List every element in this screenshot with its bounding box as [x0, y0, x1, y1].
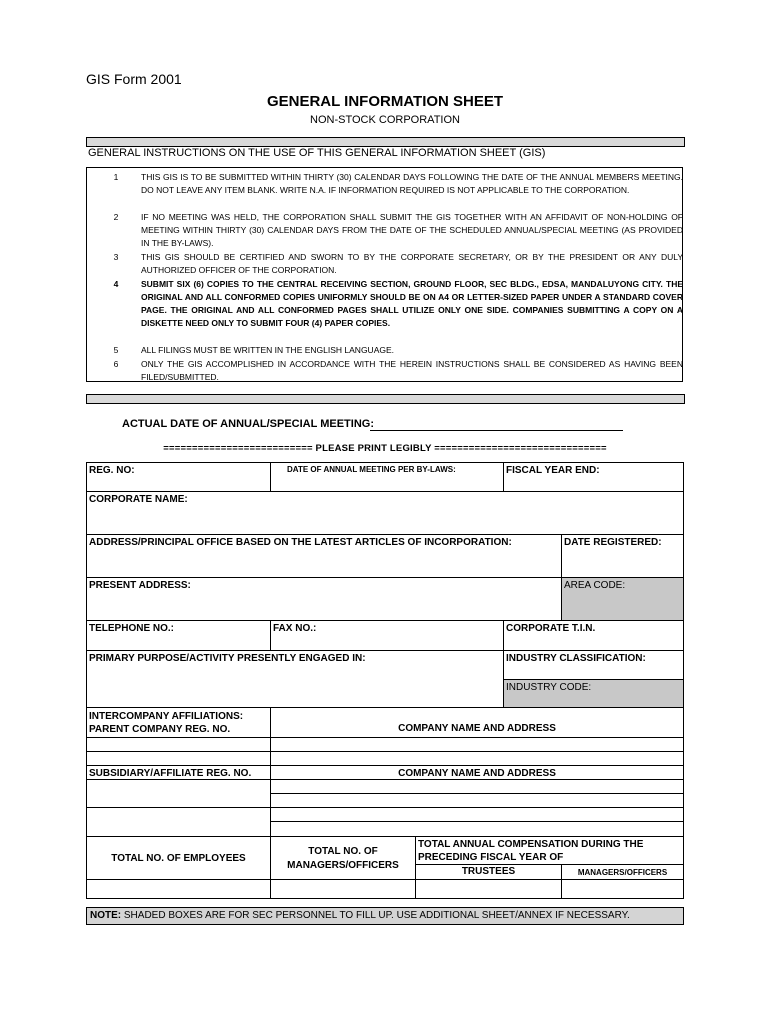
parent-name-row-1[interactable]	[270, 737, 684, 752]
instruction-number: 2	[113, 212, 119, 222]
parent-reg-label: PARENT COMPANY REG. NO.	[89, 724, 231, 735]
fax-field[interactable]: FAX NO.:	[270, 620, 504, 651]
total-comp-line1: TOTAL ANNUAL COMPENSATION DURING THE	[418, 839, 644, 850]
subsidiary-name-row-1[interactable]	[270, 779, 684, 794]
parent-name-row-2[interactable]	[270, 751, 684, 766]
instruction-text: ALL FILINGS MUST BE WRITTEN IN THE ENGLISH LANGUAGE.	[141, 345, 395, 355]
primary-purpose-field[interactable]: PRIMARY PURPOSE/ACTIVITY PRESENTLY ENGAGED IN:	[86, 650, 504, 708]
intercompany-header	[86, 707, 271, 738]
trustees-header: TRUSTEES	[415, 864, 562, 880]
total-managers-line1: TOTAL NO. OF	[308, 846, 378, 857]
print-legibly-banner: ========================== PLEASE PRINT LEGIBLY ==============================	[163, 443, 607, 454]
total-comp-line2: PRECEDING FISCAL YEAR OF	[418, 852, 564, 863]
total-managers-header	[270, 836, 416, 880]
page-subtitle: NON-STOCK CORPORATION	[310, 114, 460, 126]
corporate-name-field[interactable]: CORPORATE NAME:	[86, 491, 684, 535]
subsidiary-name-row-3[interactable]	[270, 807, 684, 822]
address-principal-field[interactable]: ADDRESS/PRINCIPAL OFFICE BASED ON THE LATEST ARTICLES OF INCORPORATION:	[86, 534, 562, 578]
instructions-box	[86, 167, 683, 382]
total-managers-line2: MANAGERS/OFFICERS	[287, 860, 399, 871]
instructions-title: GENERAL INSTRUCTIONS ON THE USE OF THIS GENERAL INFORMATION SHEET (GIS)	[88, 147, 546, 159]
industry-code-field: INDUSTRY CODE:	[503, 679, 684, 708]
instructions-divider	[86, 394, 685, 404]
managers-officers-header: MANAGERS/OFFICERS	[561, 864, 684, 880]
meeting-date-label: ACTUAL DATE OF ANNUAL/SPECIAL MEETING:	[122, 418, 374, 430]
note-text: SHADED BOXES ARE FOR SEC PERSONNEL TO FILL UP. USE ADDITIONAL SHEET/ANNEX IF NECESSARY.	[121, 910, 630, 921]
instruction-text: THIS GIS SHOULD BE CERTIFIED AND SWORN TO BY THE CORPORATE SECRETARY, OR BY THE PRESIDENT OR ANY DULY AUTHORIZED OFFICER OF THE CORPORATION.	[141, 252, 683, 275]
meeting-date-field[interactable]	[370, 430, 623, 431]
instruction-number: 5	[113, 345, 119, 355]
header-divider	[86, 137, 685, 147]
intercompany-label: INTERCOMPANY AFFILIATIONS:	[89, 711, 244, 722]
instruction-text: THIS GIS IS TO BE SUBMITTED WITHIN THIRTY (30) CALENDAR DAYS FOLLOWING THE DATE OF THE ANNUAL MEMBERS MEETING. DO NOT LEAVE ANY ITEM BLANK. WRITE N.A. IF INFORMATION REQUIRED IS NOT APPLICABLE TO THE CORPORATION.	[141, 172, 683, 195]
area-code-field: AREA CODE:	[561, 577, 684, 621]
total-employees-value[interactable]	[86, 879, 271, 899]
subsidiary-name-row-4[interactable]	[270, 821, 684, 837]
form-label: GIS Form 2001	[86, 71, 182, 87]
trustees-value[interactable]	[415, 879, 562, 899]
date-meeting-bylaws-field[interactable]: DATE OF ANNUAL MEETING PER BY-LAWS:	[270, 462, 504, 492]
note-label: NOTE:	[90, 910, 122, 921]
total-compensation-header	[415, 836, 684, 865]
subsidiary-reg-row-1[interactable]	[86, 779, 271, 808]
date-registered-field[interactable]: DATE REGISTERED:	[561, 534, 684, 578]
note-bar	[86, 907, 684, 925]
corporate-tin-field[interactable]: CORPORATE T.I.N.	[503, 620, 684, 651]
instruction-number: 3	[113, 252, 119, 262]
parent-company-name-header: COMPANY NAME AND ADDRESS	[270, 707, 684, 738]
fiscal-year-end-field[interactable]: FISCAL YEAR END:	[503, 462, 684, 492]
instruction-text: ONLY THE GIS ACCOMPLISHED IN ACCORDANCE WITH THE HEREIN INSTRUCTIONS SHALL BE CONSIDERED AS HAVING BEEN FILED/SUBMITTED.	[141, 359, 683, 382]
industry-classification-field[interactable]: INDUSTRY CLASSIFICATION:	[503, 650, 684, 680]
total-managers-value[interactable]	[270, 879, 416, 899]
instruction-number: 1	[113, 172, 119, 182]
parent-reg-row-2[interactable]	[86, 751, 271, 766]
present-address-field[interactable]: PRESENT ADDRESS:	[86, 577, 562, 621]
subsidiary-reg-header: SUBSIDIARY/AFFILIATE REG. NO.	[86, 765, 271, 780]
instruction-number: 6	[113, 359, 119, 369]
telephone-field[interactable]: TELEPHONE NO.:	[86, 620, 271, 651]
subsidiary-name-row-2[interactable]	[270, 793, 684, 808]
managers-officers-value[interactable]	[561, 879, 684, 899]
reg-no-field[interactable]: REG. NO:	[86, 462, 271, 492]
instruction-text: SUBMIT SIX (6) COPIES TO THE CENTRAL RECEIVING SECTION, GROUND FLOOR, SEC BLDG., EDSA, MANDALUYONG CITY. THE ORIGINAL AND ALL CONFORMED COPIES UNIFORMLY SHOULD BE ON A4 OR LETTER-SIZED PAPER UNDER A STANDARD COVER PAGE. THE ORIGINAL AND ALL CONFORMED PAGES SHALL UTILIZE ONLY ONE SIDE. COMPANIES SUBMITTING A COPY ON A DISKETTE NEED ONLY TO SUBMIT FOUR (4) PAPER COPIES.	[141, 279, 683, 328]
parent-reg-row-1[interactable]	[86, 737, 271, 752]
instruction-text: IF NO MEETING WAS HELD, THE CORPORATION SHALL SUBMIT THE GIS TOGETHER WITH AN AFFIDAVIT OF NON-HOLDING OF MEETING WITHIN THIRTY (30) CALENDAR DAYS FROM THE DATE OF THE SCHEDULED ANNUAL/SPECIAL MEETING (AS PROVIDED IN THE BY-LAWS).	[141, 212, 683, 248]
subsidiary-reg-row-2[interactable]	[86, 807, 271, 837]
page-title: GENERAL INFORMATION SHEET	[266, 93, 504, 110]
instruction-number: 4	[113, 279, 119, 289]
total-employees-header: TOTAL NO. OF EMPLOYEES	[86, 836, 271, 880]
subsidiary-company-name-header: COMPANY NAME AND ADDRESS	[270, 765, 684, 780]
